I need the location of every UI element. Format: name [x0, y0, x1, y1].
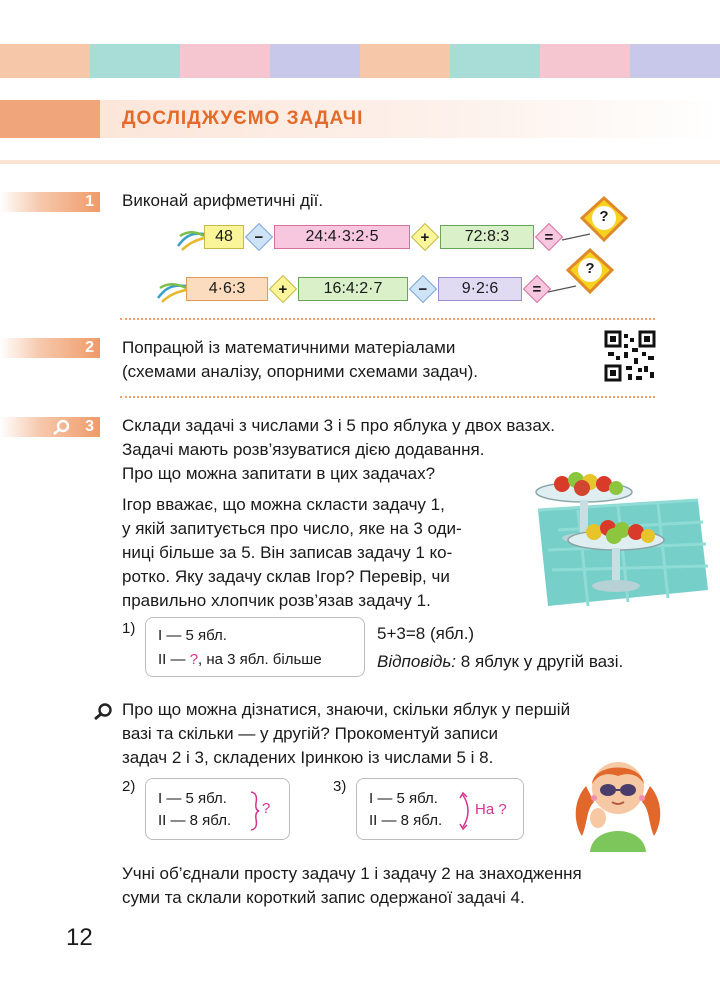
- record-text: , на 3 ябл. більше: [198, 651, 322, 668]
- stripe-segment: [360, 44, 450, 78]
- task3-p2-line: ротко. Яку задачу склав Ігор? Перевір, чи: [122, 567, 450, 586]
- record-line: ІІ — 8 ябл.: [158, 812, 232, 829]
- comparison-arrow-icon: [459, 789, 473, 833]
- title-rule: [0, 160, 720, 164]
- solution-expression: 5+3=8 (ябл.): [377, 624, 475, 643]
- record-2-label: 2): [122, 778, 136, 795]
- record-1-label: 1): [122, 620, 136, 637]
- record-line: [158, 650, 322, 670]
- dotted-divider: [120, 318, 655, 320]
- operator-symbol: =: [544, 228, 554, 246]
- task3-p1-line: Склади задачі з числами 3 і 5 про яблука у двох вазах.: [122, 416, 556, 435]
- task3-p4-line: суми та склали короткий запис одержаної задачі 4.: [122, 888, 525, 907]
- task3-p2-line: у якій запитується про число, яке на 3 оди-: [122, 519, 462, 538]
- stripe-segment: [540, 44, 630, 78]
- expression-row-1: [204, 224, 564, 250]
- expr-box: 72:8:3: [440, 225, 534, 249]
- operator-symbol: −: [418, 280, 428, 298]
- stripe-segment: [270, 44, 360, 78]
- short-record-2: [145, 778, 290, 840]
- task-number-label: 3: [85, 418, 94, 435]
- brace-icon: [250, 791, 260, 831]
- answer-label: Відповідь:: [377, 652, 457, 671]
- answer-question-mark: ?: [585, 260, 595, 277]
- task-number-1: 1: [0, 192, 100, 212]
- magnifier-icon: [52, 419, 72, 435]
- record-question: ?: [262, 800, 271, 817]
- qr-code-icon[interactable]: [604, 330, 656, 382]
- stripe-segment: [450, 44, 540, 78]
- kite-tail-icon: [156, 274, 188, 304]
- plus-operator: [411, 223, 439, 251]
- record-text: ІІ —: [158, 651, 186, 668]
- operator-symbol: +: [278, 280, 288, 298]
- task3-p4-line: Учні об’єднали просту задачу 1 і задачу 2 на знаходження: [122, 864, 582, 883]
- task3-p3-line: Про що можна дізнатися, знаючи, скільки яблук у першій: [122, 700, 571, 719]
- operator-symbol: =: [532, 280, 542, 298]
- stripe-segment: [180, 44, 270, 78]
- stripe-segment: [90, 44, 180, 78]
- task3-p2-line: ниці більше за 5. Він записав задачу 1 ко-: [122, 543, 453, 562]
- record-question: ?: [189, 651, 199, 668]
- operator-symbol: +: [420, 228, 430, 246]
- task3-p3-line: вазі та скільки — у другій? Прокоментуй записи: [122, 724, 498, 743]
- record-line: І — 5 ябл.: [369, 790, 438, 807]
- task-number-2: 2: [0, 338, 100, 358]
- operator-symbol: −: [254, 228, 264, 246]
- title-accent: [0, 100, 100, 138]
- record-line: І — 5 ябл.: [158, 790, 227, 807]
- page-title: ДОСЛІДЖУЄМО ЗАДАЧІ: [122, 108, 364, 129]
- stripe-segment: [630, 44, 720, 78]
- record-question: На ?: [475, 801, 507, 818]
- record-3-label: 3): [333, 778, 347, 795]
- short-record-3: [356, 778, 524, 840]
- task3-p1-line: Задачі мають розв’язуватися дією додавання.: [122, 440, 485, 459]
- task3-p1-line: Про що можна запитати в цих задачах?: [122, 464, 436, 483]
- task1-text: Виконай арифметичні дії.: [122, 191, 324, 210]
- expr-box: 9·2:6: [438, 277, 522, 301]
- minus-operator: [409, 275, 437, 303]
- dotted-divider: [120, 396, 655, 398]
- task2-line-2: (схемами аналізу, опорними схемами задач).: [122, 362, 478, 381]
- record-line: І — 5 ябл.: [158, 627, 227, 644]
- expr-box: 24:4·3:2·5: [274, 225, 410, 249]
- color-stripe: [0, 44, 720, 78]
- girl-illustration: [568, 752, 668, 852]
- magnifier-icon: [92, 702, 114, 720]
- expr-box: 48: [204, 225, 244, 249]
- task3-p3-line: задач 2 і 3, складених Іринкою із числами 5 і 8.: [122, 748, 494, 767]
- task2-line-1: Попрацюй із математичними матеріалами: [122, 338, 456, 357]
- plus-operator: [269, 275, 297, 303]
- task3-p2-line: правильно хлопчик розв’язав задачу 1.: [122, 591, 431, 610]
- task-number-3: [0, 417, 100, 437]
- kite-tail-icon: [176, 222, 206, 252]
- short-record-1: [145, 617, 365, 677]
- page-number: 12: [66, 924, 93, 951]
- answer-line: [377, 650, 623, 674]
- expr-box: 16:4:2·7: [298, 277, 408, 301]
- record-line: ІІ — 8 ябл.: [369, 812, 443, 829]
- apple-vases-illustration: [518, 470, 708, 608]
- expression-row-2: [186, 276, 552, 302]
- stripe-segment: [0, 44, 90, 78]
- task3-p2-line: Ігор вважає, що можна скласти задачу 1,: [122, 495, 445, 514]
- expr-box: 4·6:3: [186, 277, 268, 301]
- answer-question-mark: ?: [599, 208, 609, 225]
- minus-operator: [245, 223, 273, 251]
- answer-text: 8 яблук у другій вазі.: [460, 652, 624, 671]
